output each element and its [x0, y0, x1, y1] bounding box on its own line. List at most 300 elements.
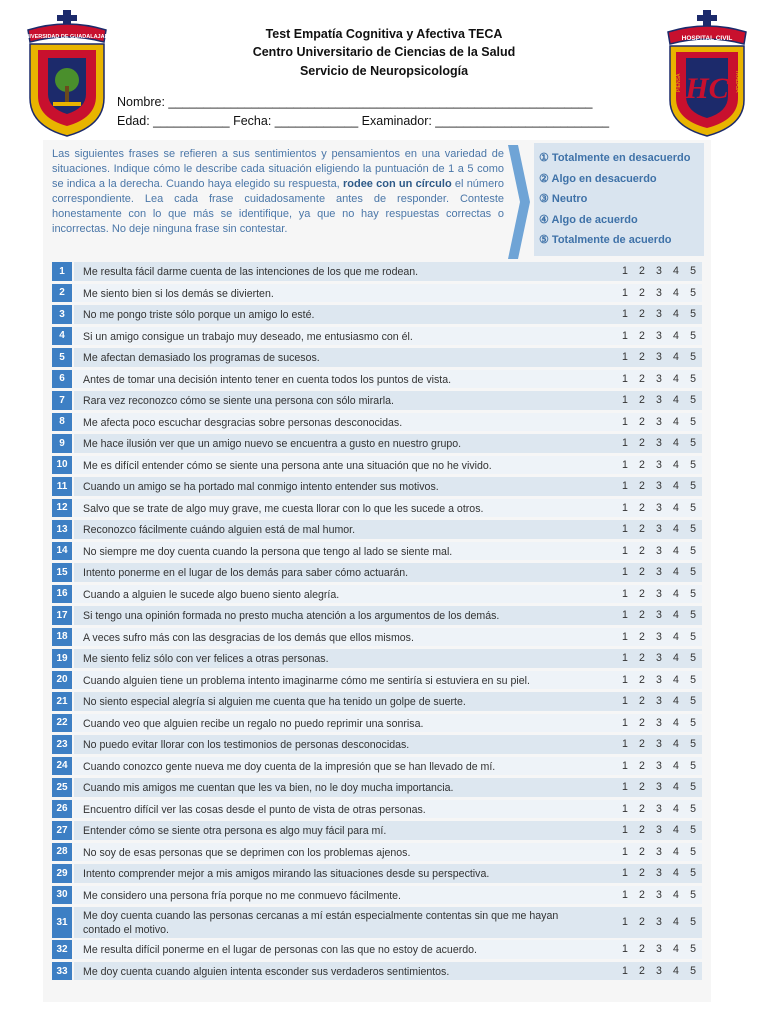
rating-option-2[interactable]: 2: [639, 415, 645, 428]
rating-option-4[interactable]: 4: [673, 372, 679, 385]
rating-option-5[interactable]: 5: [690, 286, 696, 299]
item-row: [52, 886, 702, 905]
item-statement: Me doy cuenta cuando alguien intenta esconder sus verdaderos sentimientos.: [83, 965, 450, 978]
rating-option-2[interactable]: 2: [639, 630, 645, 643]
rating-option-4[interactable]: 4: [673, 286, 679, 299]
rating-option-5[interactable]: 5: [690, 415, 696, 428]
scale-item-3: ③ Neutro: [539, 193, 588, 205]
rating-option-1[interactable]: 1: [622, 759, 628, 772]
rating-options: [622, 824, 702, 836]
rating-option-1[interactable]: 1: [622, 916, 628, 928]
rating-options: [622, 566, 702, 578]
rating-options: [622, 437, 702, 449]
rating-option-3[interactable]: 3: [656, 587, 662, 600]
item-row: [52, 477, 702, 496]
rating-option-3[interactable]: 3: [656, 286, 662, 299]
rating-option-4[interactable]: 4: [673, 566, 679, 578]
rating-options: [622, 803, 702, 815]
rating-option-1[interactable]: 1: [622, 888, 628, 901]
rating-option-3[interactable]: 3: [656, 329, 662, 342]
rating-option-2[interactable]: 2: [639, 652, 645, 664]
rating-option-4[interactable]: 4: [673, 394, 679, 406]
item-row: [52, 434, 702, 453]
rating-option-1[interactable]: 1: [622, 501, 628, 514]
item-number: 11: [52, 477, 72, 496]
rating-option-1[interactable]: 1: [622, 351, 628, 363]
arrow-right-icon: [506, 143, 532, 261]
rating-options: [622, 846, 702, 858]
item-row: [52, 262, 702, 281]
rating-option-5[interactable]: 5: [690, 916, 696, 928]
item-number: 29: [52, 864, 72, 883]
rating-option-1[interactable]: 1: [622, 523, 628, 535]
rating-option-4[interactable]: 4: [673, 964, 679, 977]
item-statement: No puedo evitar llorar con los testimonios de personas desconocidas.: [83, 739, 410, 751]
rating-option-2[interactable]: 2: [639, 480, 645, 492]
rating-option-4[interactable]: 4: [673, 802, 679, 815]
rating-option-4[interactable]: 4: [673, 501, 679, 514]
rating-option-3[interactable]: 3: [656, 458, 662, 471]
rating-options: [622, 695, 702, 707]
rating-option-3[interactable]: 3: [656, 916, 662, 928]
rating-option-2[interactable]: 2: [639, 372, 645, 385]
rating-option-1[interactable]: 1: [622, 673, 628, 686]
item-statement: Cuando alguien tiene un problema intento imaginarme cómo me sentiría si estuviera en su piel.: [83, 674, 530, 687]
rating-option-4[interactable]: 4: [673, 759, 679, 772]
rating-option-2[interactable]: 2: [639, 609, 645, 621]
rating-option-5[interactable]: 5: [690, 566, 696, 578]
rating-option-2[interactable]: 2: [639, 716, 645, 729]
rating-options: [622, 480, 702, 492]
rating-option-1[interactable]: 1: [622, 738, 628, 750]
item-number: 17: [52, 606, 72, 625]
item-number: 20: [52, 671, 72, 690]
instructions-bold: rodee con un círculo: [342, 177, 452, 190]
rating-option-2[interactable]: 2: [639, 351, 645, 363]
item-row: [52, 520, 702, 539]
rating-option-2[interactable]: 2: [639, 544, 645, 557]
item-statement: Cuando un amigo se ha portado mal conmigo intento entender sus motivos.: [83, 481, 439, 493]
item-number: 32: [52, 940, 72, 959]
rating-option-2[interactable]: 2: [639, 802, 645, 815]
rating-option-3[interactable]: 3: [656, 544, 662, 557]
hospital-initials: HC: [685, 72, 729, 105]
rating-option-1[interactable]: 1: [622, 544, 628, 557]
rating-option-4[interactable]: 4: [673, 695, 679, 707]
rating-option-2[interactable]: 2: [639, 888, 645, 901]
rating-options: [622, 965, 702, 977]
item-statement: Me afecta poco escuchar desgracias sobre personas desconocidas.: [83, 416, 403, 429]
rating-option-5[interactable]: 5: [690, 652, 696, 664]
item-row: [52, 757, 702, 776]
item-row: [52, 327, 702, 346]
rating-option-1[interactable]: 1: [622, 802, 628, 815]
item-row: [52, 692, 702, 711]
rating-option-2[interactable]: 2: [639, 308, 645, 320]
rating-option-5[interactable]: 5: [690, 824, 696, 836]
rating-option-1[interactable]: 1: [622, 845, 628, 858]
rating-option-3[interactable]: 3: [656, 964, 662, 977]
rating-option-5[interactable]: 5: [690, 673, 696, 686]
rating-option-4[interactable]: 4: [673, 943, 679, 956]
rating-option-3[interactable]: 3: [656, 943, 662, 956]
rating-option-1[interactable]: 1: [622, 308, 628, 320]
item-number: 3: [52, 305, 72, 324]
rating-option-4[interactable]: 4: [673, 329, 679, 342]
rating-option-5[interactable]: 5: [690, 845, 696, 858]
item-row: [52, 370, 702, 389]
instructions-part1: Las siguientes frases se refieren a sus sentimientos y pensamientos en una variedad de situaciones. Indique cómo le describe cada situación eligiendo la puntuación de 1 a 5 como se indica a la derecha. Cuando haya elegido su respuesta,: [52, 148, 504, 190]
rating-option-2[interactable]: 2: [639, 501, 645, 514]
item-number: 8: [52, 413, 72, 432]
item-number: 13: [52, 520, 72, 539]
rating-option-5[interactable]: 5: [690, 329, 696, 342]
item-statement: Cuando conozco gente nueva me doy cuenta de la impresión que se han llevado de mí.: [83, 760, 496, 773]
rating-option-1[interactable]: 1: [622, 394, 628, 406]
rating-options: [622, 717, 702, 729]
rating-option-2[interactable]: 2: [639, 458, 645, 471]
rating-options: [622, 943, 702, 955]
rating-option-4[interactable]: 4: [673, 738, 679, 750]
age-date-examiner-line: Edad: ___________ Fecha: ____________ Examinador: _________________________: [117, 114, 610, 128]
rating-option-3[interactable]: 3: [656, 437, 662, 449]
rating-option-1[interactable]: 1: [622, 458, 628, 471]
item-statement: Salvo que se trate de algo muy grave, me cuesta llorar con lo que les sucede a otros.: [83, 502, 484, 515]
item-row: [52, 628, 702, 647]
rating-option-5[interactable]: 5: [690, 630, 696, 643]
crest-banner-text: UNIVERSIDAD DE GUADALAJARA: [21, 34, 113, 40]
rating-option-5[interactable]: 5: [690, 458, 696, 471]
rating-options: [622, 502, 702, 514]
item-statement: Antes de tomar una decisión intento tener en cuenta todos los puntos de vista.: [83, 373, 452, 386]
item-row: [52, 348, 702, 367]
rating-options: [622, 916, 702, 928]
item-row: [52, 606, 702, 625]
rating-option-5[interactable]: 5: [690, 544, 696, 557]
rating-options: [622, 351, 702, 363]
item-number: 24: [52, 757, 72, 776]
rating-option-4[interactable]: 4: [673, 781, 679, 793]
rating-option-2[interactable]: 2: [639, 437, 645, 449]
rating-option-2[interactable]: 2: [639, 695, 645, 707]
rating-options: [622, 265, 702, 277]
item-number: 26: [52, 800, 72, 819]
item-statement: No me pongo triste sólo porque un amigo lo esté.: [83, 309, 315, 321]
item-statement: Cuando veo que alguien recibe un regalo no puedo reprimir una sonrisa.: [83, 717, 424, 730]
rating-options: [622, 394, 702, 406]
rating-option-2[interactable]: 2: [639, 867, 645, 879]
item-statement: Reconozco fácilmente cuándo alguien está de mal humor.: [83, 524, 356, 536]
rating-option-3[interactable]: 3: [656, 265, 662, 277]
rating-option-1[interactable]: 1: [622, 587, 628, 600]
rating-option-5[interactable]: 5: [690, 759, 696, 772]
rating-option-2[interactable]: 2: [639, 943, 645, 956]
rating-option-3[interactable]: 3: [656, 394, 662, 406]
rating-option-5[interactable]: 5: [690, 523, 696, 535]
item-statement: Me hace ilusión ver que un amigo nuevo se encuentra a gusto en nuestro grupo.: [83, 438, 462, 450]
rating-option-1[interactable]: 1: [622, 943, 628, 956]
rating-option-1[interactable]: 1: [622, 265, 628, 277]
rating-option-2[interactable]: 2: [639, 964, 645, 977]
rating-option-5[interactable]: 5: [690, 695, 696, 707]
document-title: Test Empatía Cognitiva y Afectiva TECA: [265, 27, 503, 41]
item-number: 5: [52, 348, 72, 367]
rating-option-1[interactable]: 1: [622, 480, 628, 492]
item-number: 2: [52, 284, 72, 303]
rating-option-4[interactable]: 4: [673, 458, 679, 471]
rating-option-4[interactable]: 4: [673, 824, 679, 836]
rating-options: [622, 523, 702, 535]
rating-option-4[interactable]: 4: [673, 437, 679, 449]
rating-options: [622, 652, 702, 664]
item-number: 31: [52, 907, 72, 938]
rating-option-1[interactable]: 1: [622, 372, 628, 385]
rating-option-5[interactable]: 5: [690, 308, 696, 320]
rating-option-5[interactable]: 5: [690, 587, 696, 600]
item-statement: Me considero una persona fría porque no me conmuevo fácilmente.: [83, 889, 401, 902]
rating-option-3[interactable]: 3: [656, 781, 662, 793]
item-row: [52, 305, 702, 324]
rating-option-1[interactable]: 1: [622, 566, 628, 578]
rating-options: [622, 588, 702, 600]
rating-option-1[interactable]: 1: [622, 652, 628, 664]
rating-option-4[interactable]: 4: [673, 544, 679, 557]
rating-options: [622, 287, 702, 299]
rating-options: [622, 867, 702, 879]
rating-option-4[interactable]: 4: [673, 308, 679, 320]
rating-option-4[interactable]: 4: [673, 916, 679, 928]
item-number: 16: [52, 585, 72, 604]
rating-option-3[interactable]: 3: [656, 566, 662, 578]
rating-option-5[interactable]: 5: [690, 501, 696, 514]
rating-option-2[interactable]: 2: [639, 566, 645, 578]
rating-option-1[interactable]: 1: [622, 415, 628, 428]
rating-option-2[interactable]: 2: [639, 394, 645, 406]
item-number: 30: [52, 886, 72, 905]
rating-option-2[interactable]: 2: [639, 329, 645, 342]
rating-option-3[interactable]: 3: [656, 845, 662, 858]
university-crest-logo: [20, 8, 114, 138]
rating-option-5[interactable]: 5: [690, 781, 696, 793]
rating-option-4[interactable]: 4: [673, 867, 679, 879]
rating-option-1[interactable]: 1: [622, 695, 628, 707]
hospital-banner-text: HOSPITAL CIVIL: [681, 35, 733, 42]
item-number: 15: [52, 563, 72, 582]
rating-option-2[interactable]: 2: [639, 845, 645, 858]
rating-option-2[interactable]: 2: [639, 781, 645, 793]
item-row: [52, 585, 702, 604]
item-row: [52, 714, 702, 733]
item-row: [52, 940, 702, 959]
rating-option-4[interactable]: 4: [673, 587, 679, 600]
rating-options: [622, 889, 702, 901]
rating-option-5[interactable]: 5: [690, 609, 696, 621]
rating-option-3[interactable]: 3: [656, 630, 662, 643]
item-statement: No siento especial alegría si alguien me cuenta que ha tenido un golpe de suerte.: [83, 696, 466, 708]
rating-option-4[interactable]: 4: [673, 716, 679, 729]
item-row: [52, 649, 702, 668]
rating-option-3[interactable]: 3: [656, 501, 662, 514]
rating-option-4[interactable]: 4: [673, 888, 679, 901]
item-statement: No siempre me doy cuenta cuando la persona que tengo al lado se siente mal.: [83, 545, 453, 558]
rating-option-3[interactable]: 3: [656, 738, 662, 750]
scale-item-2: ② Algo en desacuerdo: [539, 173, 657, 185]
item-number: 6: [52, 370, 72, 389]
rating-option-1[interactable]: 1: [622, 964, 628, 977]
instructions-part2: el número correspondiente. Lea cada frase cuidadosamente antes de responder. Conteste honestamente con lo que más se identifique, ya que no hay respuestas correctas o incorrectas. No deje ninguna frase sin contestar.: [52, 177, 504, 235]
service-name: Servicio de Neuropsicología: [299, 64, 469, 78]
rating-option-3[interactable]: 3: [656, 888, 662, 901]
item-number: 19: [52, 649, 72, 668]
rating-option-1[interactable]: 1: [622, 329, 628, 342]
rating-option-4[interactable]: 4: [673, 523, 679, 535]
item-number: 33: [52, 962, 72, 981]
rating-option-4[interactable]: 4: [673, 351, 679, 363]
item-number: 21: [52, 692, 72, 711]
rating-option-2[interactable]: 2: [639, 759, 645, 772]
item-statement: Me resulta difícil ponerme en el lugar de personas con las que no estoy de acuerdo.: [83, 944, 477, 957]
rating-options: [622, 674, 702, 686]
rating-option-5[interactable]: 5: [690, 480, 696, 492]
rating-option-2[interactable]: 2: [639, 286, 645, 299]
rating-option-5[interactable]: 5: [690, 964, 696, 977]
rating-options: [622, 738, 702, 750]
rating-option-2[interactable]: 2: [639, 824, 645, 836]
rating-option-5[interactable]: 5: [690, 437, 696, 449]
rating-option-4[interactable]: 4: [673, 845, 679, 858]
item-statement: A veces sufro más con las desgracias de los demás que ellos mismos.: [83, 631, 414, 644]
scale-item-1: ① Totalmente en desacuerdo: [539, 152, 691, 164]
item-row: [52, 907, 702, 938]
item-row: [52, 800, 702, 819]
rating-option-5[interactable]: 5: [690, 802, 696, 815]
rating-option-3[interactable]: 3: [656, 867, 662, 879]
item-row: [52, 542, 702, 561]
rating-options: [622, 416, 702, 428]
item-statement: Me doy cuenta cuando las personas cercanas a mí están especialmente contentas sin que me hayan contado el motivo.: [83, 910, 559, 936]
rating-option-4[interactable]: 4: [673, 630, 679, 643]
rating-option-3[interactable]: 3: [656, 652, 662, 664]
rating-option-2[interactable]: 2: [639, 587, 645, 600]
rating-option-3[interactable]: 3: [656, 759, 662, 772]
item-row: [52, 456, 702, 475]
rating-option-5[interactable]: 5: [690, 943, 696, 956]
item-statement: Me resulta fácil darme cuenta de las intenciones de los que me rodean.: [83, 266, 419, 278]
rating-option-2[interactable]: 2: [639, 738, 645, 750]
rating-option-4[interactable]: 4: [673, 415, 679, 428]
scale-item-4: ④ Algo de acuerdo: [539, 214, 638, 226]
item-number: 7: [52, 391, 72, 410]
rating-option-5[interactable]: 5: [690, 372, 696, 385]
rating-option-5[interactable]: 5: [690, 888, 696, 901]
rating-option-1[interactable]: 1: [622, 867, 628, 879]
rating-option-5[interactable]: 5: [690, 265, 696, 277]
rating-option-4[interactable]: 4: [673, 265, 679, 277]
rating-option-3[interactable]: 3: [656, 523, 662, 535]
hospital-civil-logo: [660, 8, 754, 138]
rating-option-5[interactable]: 5: [690, 394, 696, 406]
item-row: [52, 864, 702, 883]
item-row: [52, 821, 702, 840]
rating-option-2[interactable]: 2: [639, 265, 645, 277]
item-row: [52, 391, 702, 410]
rating-option-3[interactable]: 3: [656, 415, 662, 428]
rating-option-5[interactable]: 5: [690, 716, 696, 729]
instructions-text: [52, 147, 504, 236]
rating-option-5[interactable]: 5: [690, 867, 696, 879]
item-row: [52, 778, 702, 797]
rating-option-3[interactable]: 3: [656, 695, 662, 707]
rating-option-5[interactable]: 5: [690, 351, 696, 363]
rating-options: [622, 459, 702, 471]
item-number: 22: [52, 714, 72, 733]
rating-option-1[interactable]: 1: [622, 609, 628, 621]
rating-option-1[interactable]: 1: [622, 716, 628, 729]
rating-options: [622, 631, 702, 643]
item-statement: Cuando a alguien le sucede algo bueno siento alegría.: [83, 588, 340, 601]
rating-option-1[interactable]: 1: [622, 437, 628, 449]
item-row: [52, 843, 702, 862]
rating-option-3[interactable]: 3: [656, 609, 662, 621]
rating-option-2[interactable]: 2: [639, 916, 645, 928]
rating-option-3[interactable]: 3: [656, 802, 662, 815]
item-statement: Entender cómo se siente otra persona es algo muy fácil para mí.: [83, 825, 387, 837]
item-number: 27: [52, 821, 72, 840]
item-number: 23: [52, 735, 72, 754]
rating-option-3[interactable]: 3: [656, 824, 662, 836]
item-row: [52, 563, 702, 582]
rating-option-4[interactable]: 4: [673, 673, 679, 686]
rating-option-3[interactable]: 3: [656, 480, 662, 492]
rating-option-5[interactable]: 5: [690, 738, 696, 750]
item-statement: Intento comprender mejor a mis amigos mirando las situaciones desde su perspectiva.: [83, 868, 490, 880]
rating-option-1[interactable]: 1: [622, 630, 628, 643]
rating-option-1[interactable]: 1: [622, 286, 628, 299]
rating-option-2[interactable]: 2: [639, 523, 645, 535]
rating-option-3[interactable]: 3: [656, 308, 662, 320]
item-number: 28: [52, 843, 72, 862]
rating-options: [622, 760, 702, 772]
item-statement: No soy de esas personas que se deprimen con los problemas ajenos.: [83, 846, 411, 859]
rating-option-1[interactable]: 1: [622, 781, 628, 793]
rating-option-2[interactable]: 2: [639, 673, 645, 686]
item-number: 12: [52, 499, 72, 518]
institution-name: Centro Universitario de Ciencias de la Salud: [252, 45, 516, 59]
item-statement: Rara vez reconozco cómo se siente una persona con sólo mirarla.: [83, 395, 394, 407]
item-number: 14: [52, 542, 72, 561]
scale-item-5: ⑤ Totalmente de acuerdo: [539, 234, 672, 246]
rating-option-3[interactable]: 3: [656, 372, 662, 385]
item-row: [52, 499, 702, 518]
item-number: 25: [52, 778, 72, 797]
rating-options: [622, 781, 702, 793]
rating-option-4[interactable]: 4: [673, 609, 679, 621]
item-statement: Encuentro difícil ver las cosas desde el punto de vista de otras personas.: [83, 803, 426, 816]
item-number: 10: [52, 456, 72, 475]
rating-option-3[interactable]: 3: [656, 716, 662, 729]
rating-option-4[interactable]: 4: [673, 652, 679, 664]
rating-option-4[interactable]: 4: [673, 480, 679, 492]
item-statement: Si un amigo consigue un trabajo muy deseado, me entusiasmo con él.: [83, 330, 413, 343]
item-statement: Si tengo una opinión formada no presto mucha atención a los argumentos de los demás.: [83, 610, 500, 622]
rating-options: [622, 308, 702, 320]
item-statement: Me siento feliz sólo con ver felices a otras personas.: [83, 653, 329, 665]
rating-option-1[interactable]: 1: [622, 824, 628, 836]
rating-option-3[interactable]: 3: [656, 351, 662, 363]
item-row: [52, 962, 702, 981]
rating-options: [622, 373, 702, 385]
rating-option-3[interactable]: 3: [656, 673, 662, 686]
